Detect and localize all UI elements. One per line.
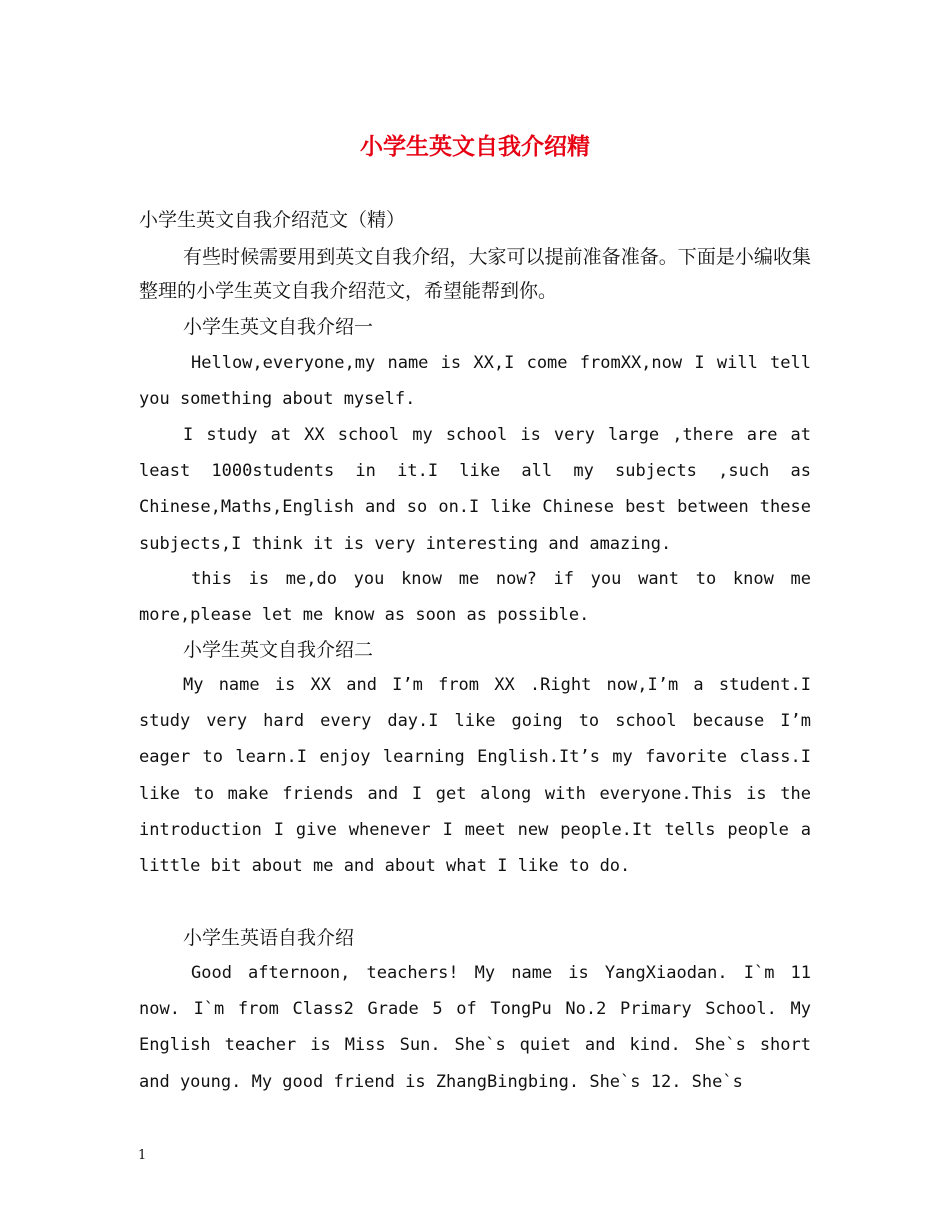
section1-paragraph-2: I study at XX school my school is very large ,there are at least 1000students in it.I like all my subjects ,such as Chinese,Maths,English and so on.I like Chinese best between these subjects,I think it is very interesting and amazing. xyxy=(139,425,811,554)
intro-paragraph: 有些时候需要用到英文自我介绍，大家可以提前准备准备。下面是小编收集整理的小学生英文自我介绍范文，希望能帮到你。 xyxy=(139,246,811,302)
section-heading-3: 小学生英语自我介绍 xyxy=(183,927,355,949)
section3-paragraph-1: Good afternoon, teachers! My name is YangXiaodan. I`m 11 now. I`m from Class2 Grade 5 of TongPu No.2 Primary School. My English teacher is Miss Sun. She`s quiet and kind. She`s short and young. My good friend is ZhangBingbing. She`s 12. She`s xyxy=(139,963,811,1092)
page-number: 1 xyxy=(138,1148,147,1163)
section1-paragraph-1: Hellow,everyone,my name is XX,I come fromXX,now I will tell you something about myself. xyxy=(139,353,811,410)
section2-paragraph-1: My name is XX and I’m from XX .Right now,I’m a student.I study very hard every day.I like going to school because I’m eager to learn.I enjoy learning English.It’s my favorite class.I like to make friends and I get along with everyone.This is the introduction I give whenever I meet new people.It tells people a little bit about me and about what I like to do. xyxy=(139,675,811,877)
section-heading-1: 小学生英文自我介绍一 xyxy=(183,316,374,338)
document-title: 小学生英文自我介绍精 xyxy=(360,133,590,160)
section1-paragraph-3: this is me,do you know me now? if you want to know me more,please let me know as soon as possible. xyxy=(139,569,811,626)
document-subtitle: 小学生英文自我介绍范文（精） xyxy=(139,209,406,231)
section-heading-2: 小学生英文自我介绍二 xyxy=(183,639,374,661)
